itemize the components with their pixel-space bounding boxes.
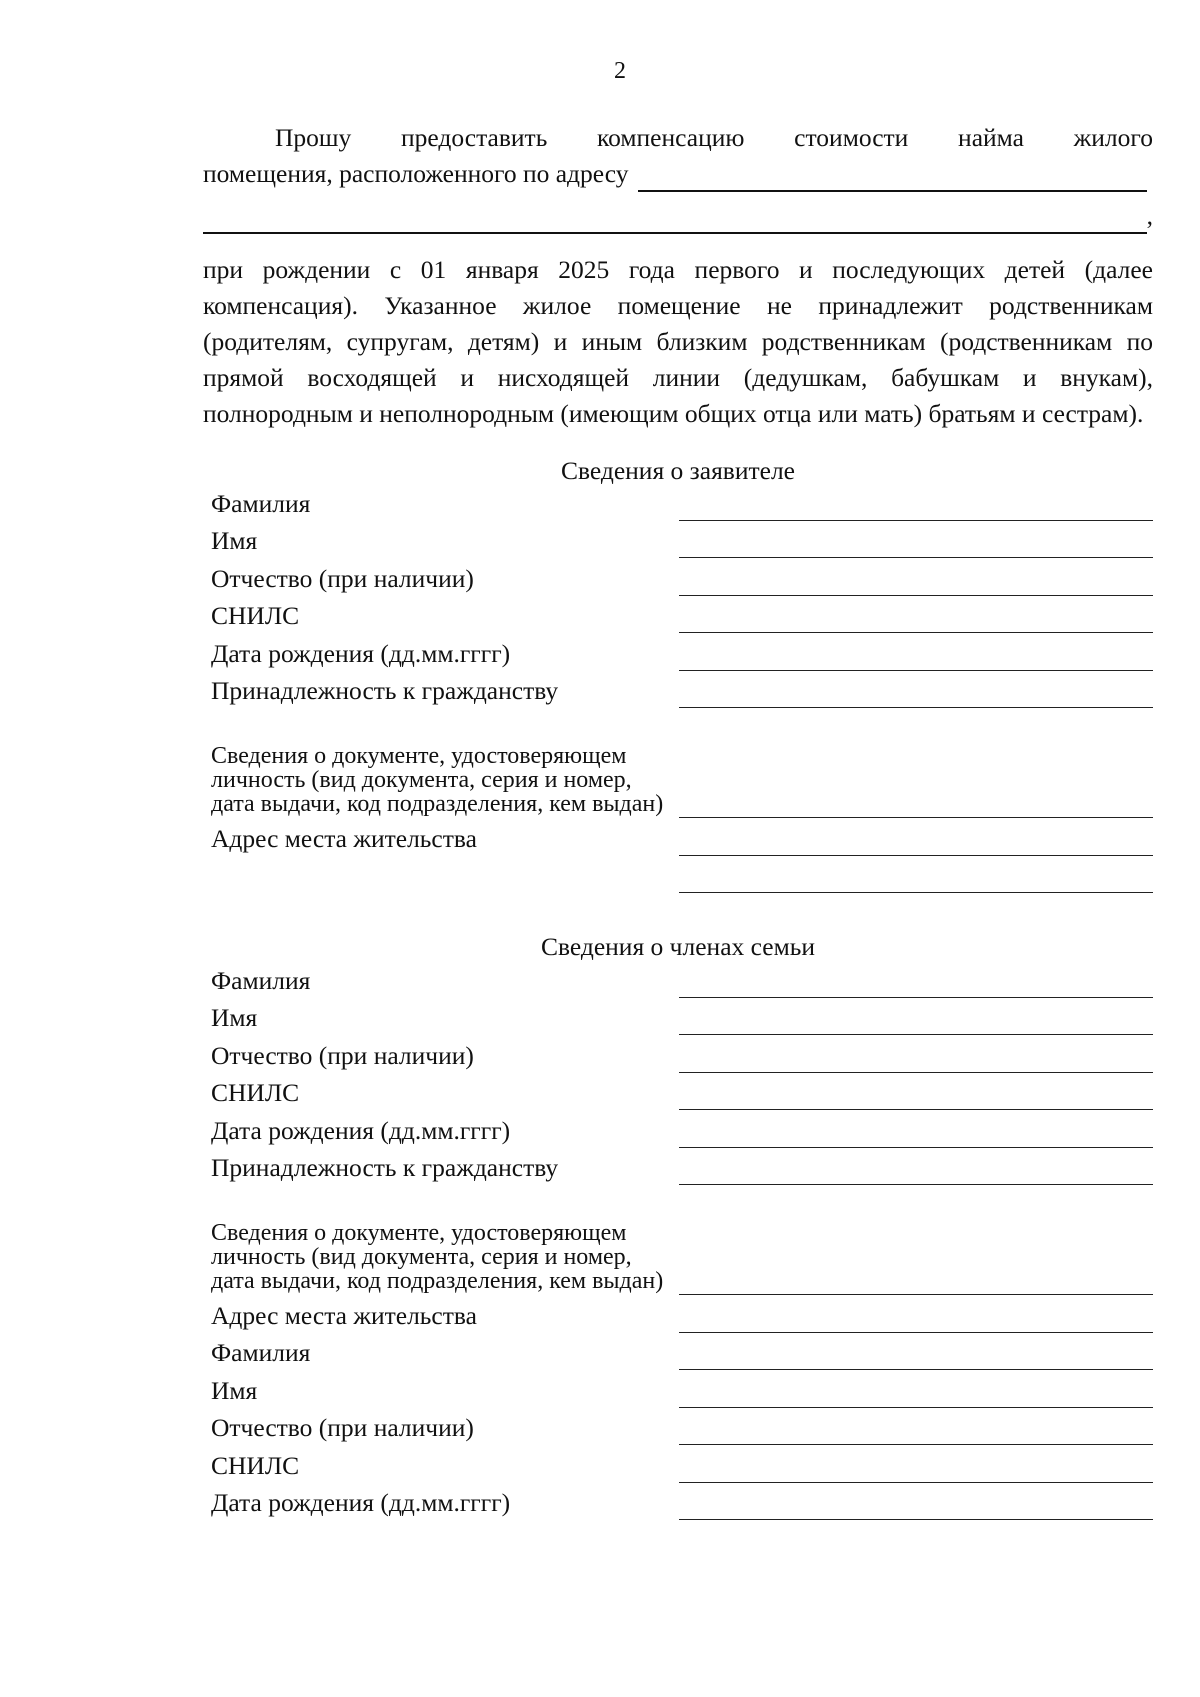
family-section-title: Сведения о членах семьи: [540, 932, 815, 961]
field-label: Имя: [211, 1375, 258, 1405]
intro-paragraph: при рождении с 01 января 2025 года первого и последующих детей (далее компенсация). Указанное жилое помещение не принадлежит родственникам (родителям, супругам, детям) и иным близким родственникам (родственникам по прямой восходящей и нисходящей линии (дедушкам, бабушкам и внукам), полнородным и неполнородным (имеющим общих отца или мать) братьям и сестрам).: [203, 255, 1153, 428]
field-label: Сведения о документе, удостоверяющем личность (вид документа, серия и номер, дата выдачи, код подразделения, кем выдан): [211, 743, 664, 817]
intro-line-1: Прошу предоставить компенсацию стоимости найма жилого: [275, 123, 1153, 152]
address-line: [203, 156, 1153, 192]
intro-line-2: помещения, расположенного по адресу: [203, 159, 629, 188]
applicant-form: [211, 483, 1153, 893]
form-row: [211, 1370, 1153, 1408]
field-label: Имя: [211, 1003, 258, 1032]
family-form: [211, 960, 1153, 1520]
address-input-line-2[interactable]: [679, 892, 1153, 893]
address-comma: ,: [1146, 201, 1153, 230]
form-row: [211, 1073, 1153, 1111]
field-label: Отчество (при наличии): [211, 1413, 474, 1442]
address-input-line[interactable]: [638, 162, 1147, 192]
form-row: [211, 1408, 1153, 1446]
form-row: [211, 856, 1153, 894]
form-row: [211, 960, 1153, 998]
field-label: СНИЛС: [211, 601, 300, 630]
field-label: СНИЛС: [211, 1450, 300, 1480]
field-label: Дата рождения (дд.мм.гггг): [211, 1488, 511, 1517]
address-continuation-line: [203, 198, 1153, 234]
form-row: [211, 1295, 1153, 1333]
field-label: Принадлежность к гражданству: [211, 1153, 559, 1182]
field-label: Отчество (при наличии): [211, 563, 474, 593]
form-row: [211, 1110, 1153, 1148]
form-row: [211, 483, 1153, 521]
address-input-line-2[interactable]: [203, 206, 1147, 234]
form-row: [211, 1035, 1153, 1073]
form-row: [211, 521, 1153, 559]
intro-block: [203, 120, 1153, 432]
field-label: СНИЛС: [211, 1078, 300, 1107]
field-label: Адрес места жительства: [211, 823, 477, 853]
form-row: [211, 1185, 1153, 1295]
form-row: [211, 633, 1153, 671]
field-label: Принадлежность к гражданству: [211, 676, 559, 705]
field-label: Фамилия: [211, 1338, 311, 1367]
birthdate-input-line[interactable]: [679, 1519, 1153, 1520]
field-label: Отчество (при наличии): [211, 1040, 474, 1070]
field-label: Дата рождения (дд.мм.гггг): [211, 638, 511, 668]
field-label: Сведения о документе, удостоверяющем личность (вид документа, серия и номер, дата выдачи, код подразделения, кем выдан): [211, 1220, 664, 1294]
field-label: Имя: [211, 526, 258, 555]
form-row: [211, 998, 1153, 1036]
form-row: [211, 558, 1153, 596]
field-label: Фамилия: [211, 965, 311, 995]
form-row: [211, 1445, 1153, 1483]
field-label: Фамилия: [211, 488, 311, 518]
applicant-section-title: Сведения о заявителе: [560, 456, 795, 485]
form-row: [211, 1148, 1153, 1186]
field-label: Дата рождения (дд.мм.гггг): [211, 1115, 511, 1145]
form-row: [211, 708, 1153, 818]
field-label: Адрес места жительства: [211, 1300, 477, 1330]
form-row: [211, 818, 1153, 856]
page-number: 2: [614, 58, 626, 84]
form-row: [211, 1333, 1153, 1371]
form-row: [211, 596, 1153, 634]
form-row: [211, 671, 1153, 709]
form-row: [211, 1483, 1153, 1521]
